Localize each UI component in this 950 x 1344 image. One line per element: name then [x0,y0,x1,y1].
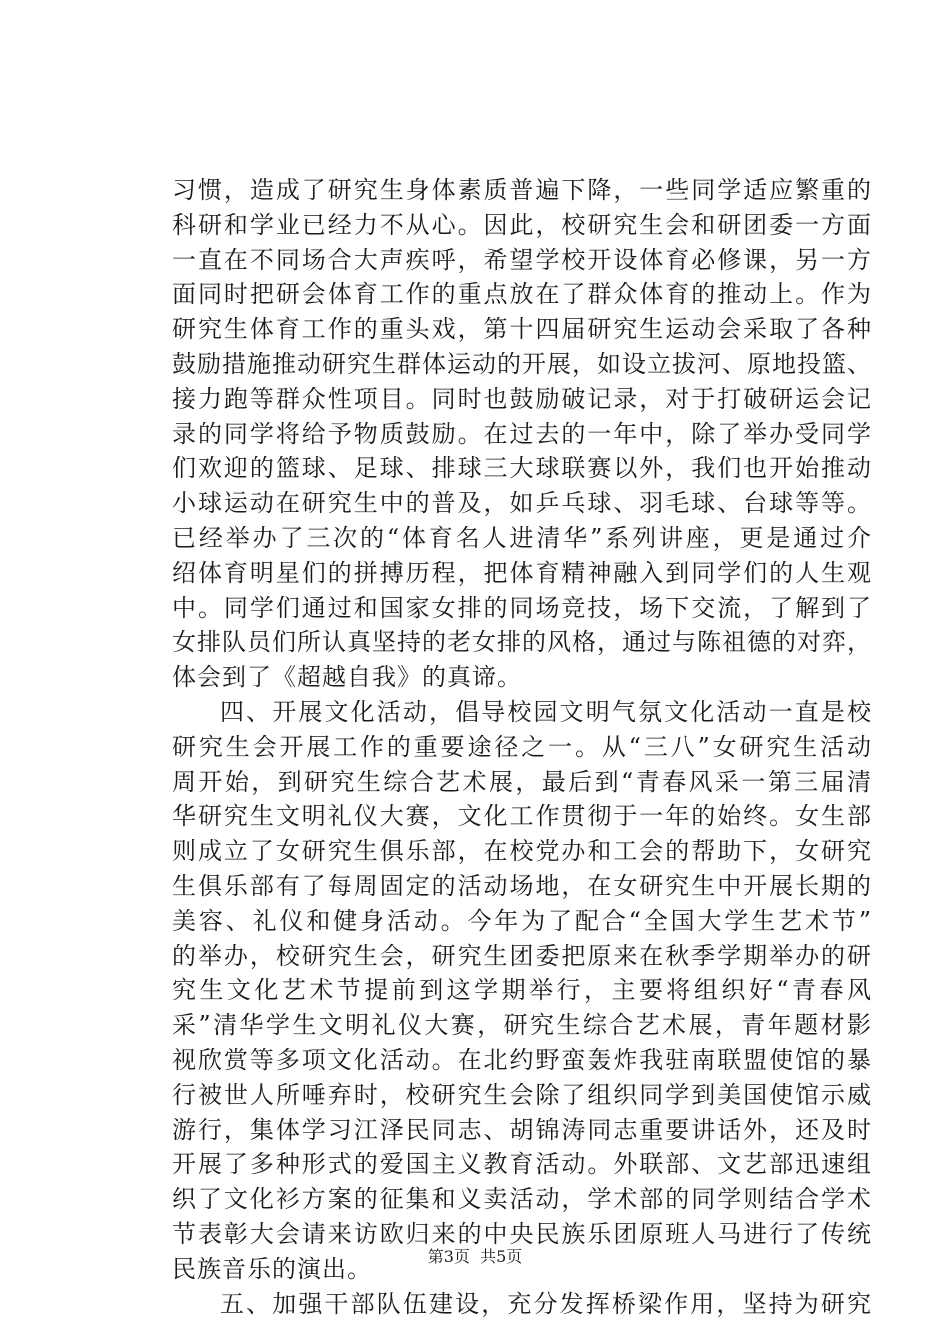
text-line: 体会到了《超越自我》的真谛。 [172,663,522,692]
text-line: 鼓励措施推动研究生群体运动的开展，如设立拔河、原地投篮、 [172,349,872,378]
text-line: 研究生体育工作的重头戏，第十四届研究生运动会采取了各种 [172,315,872,344]
text-line: 习惯，造成了研究生身体素质普遍下降，一些同学适应繁重的 [172,176,872,204]
text-line: 民族音乐的演出。 [172,1254,372,1283]
text-line: 游行，集体学习江泽民同志、胡锦涛同志重要讲话外，还及时 [172,1115,872,1144]
text-line: 美容、礼仪和健身活动。今年为了配合“全国大学生艺术节” [172,906,872,935]
text-line: 面同时把研会体育工作的重点放在了群众体育的推动上。作为 [172,280,872,309]
text-line: 生俱乐部有了每周固定的活动场地，在女研究生中开展长期的 [172,871,872,900]
text-line: 四、开展文化活动，倡导校园文明气氛文化活动一直是校 [220,697,872,726]
text-line: 采”清华学生文明礼仪大赛，研究生综合艺术展，青年题材影 [172,1011,872,1040]
text-line: 华研究生文明礼仪大赛，文化工作贯彻于一年的始终。女生部 [172,802,872,831]
text-line: 则成立了女研究生俱乐部，在校党办和工会的帮助下，女研究 [172,837,872,866]
text-line: 行被世人所唾弃时，校研究生会除了组织同学到美国使馆示威 [172,1080,872,1109]
text-line: 们欢迎的篮球、足球、排球三大球联赛以外，我们也开始推动 [172,454,872,483]
text-line: 周开始，到研究生综合艺术展，最后到“青春风采一第三届清 [172,767,872,796]
text-line: 究生文化艺术节提前到这学期举行，主要将组织好“青春风 [172,976,872,1005]
text-line: 绍体育明星们的拼搏历程，把体育精神融入到同学们的人生观 [172,558,872,587]
text-line: 女排队员们所认真坚持的老女排的风格，通过与陈祖德的对弈， [172,628,872,657]
text-line: 一直在不同场合大声疾呼，希望学校开设体育必修课，另一方 [172,245,872,274]
text-line: 中。同学们通过和国家女排的同场竞技，场下交流，了解到了 [172,593,872,622]
text-line: 录的同学将给予物质鼓励。在过去的一年中，除了举办受同学 [172,419,872,448]
text-line: 小球运动在研究生中的普及，如乒乓球、羽毛球、台球等等。 [172,489,872,518]
text-line: 已经举办了三次的“体育名人进清华”系列讲座，更是通过介 [172,523,872,552]
page-footer: 第3页 共5页 [427,1247,523,1266]
text-line: 接力跑等群众性项目。同时也鼓励破记录，对于打破研运会记 [172,384,872,413]
text-line: 的举办，校研究生会，研究生团委把原来在秋季学期举办的研 [172,941,872,970]
text-line: 节表彰大会请来访欧归来的中央民族乐团原班人马进行了传统 [172,1219,872,1248]
text-line: 织了文化衫方案的征集和义卖活动，学术部的同学则结合学术 [172,1185,872,1214]
text-line: 五、加强干部队伍建设，充分发挥桥梁作用，坚持为研究 [220,1289,872,1318]
text-line: 科研和学业已经力不从心。因此，校研究生会和研团委一方面 [172,210,872,239]
text-line: 开展了多种形式的爱国主义教育活动。外联部、文艺部迅速组 [172,1150,872,1179]
body-text [172,173,872,1321]
text-line: 视欣赏等多项文化活动。在北约野蛮轰炸我驻南联盟使馆的暴 [172,1045,872,1074]
text-line: 研究生会开展工作的重要途径之一。从“三八”女研究生活动 [172,732,872,761]
